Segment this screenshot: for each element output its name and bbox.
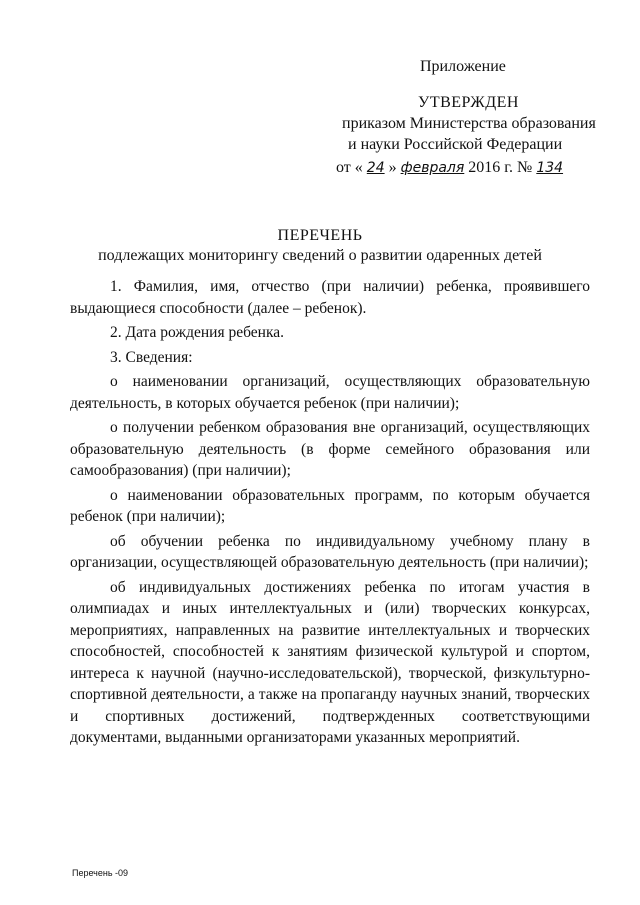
- paragraph-1: 1. Фамилия, имя, отчество (при наличии) ребенка, проявившего выдающиеся способности (далее – ребенок).: [70, 278, 590, 317]
- paragraph-2: 2. Дата рождения ребенка.: [110, 324, 284, 341]
- document-body: [70, 276, 590, 752]
- paragraph-4: о наименовании организаций, осуществляющих образовательную деятельность, в которых обучается ребенок (при наличии);: [70, 373, 590, 412]
- order-line-1: приказом Министерства образования: [342, 115, 596, 132]
- date-day: 24: [366, 160, 385, 176]
- order-number: 134: [536, 160, 564, 176]
- footer-label: Перечень -09: [72, 868, 129, 878]
- date-mid: »: [388, 159, 397, 176]
- approved-label: УТВЕРЖДЕН: [418, 94, 519, 111]
- document-title: ПЕРЕЧЕНЬ: [277, 227, 363, 244]
- paragraph-3: 3. Сведения:: [110, 348, 193, 366]
- date-prefix: от «: [336, 159, 363, 176]
- paragraph-8: об индивидуальных достижениях ребенка по итогам участия в олимпиадах и иных интеллектуальных и (или) творческих конкурсах, мероприятиях, направленных на развитие интеллектуальных и творческих способностей, способностей к занятиям физической культурой и спортом, интереса к научной (научно-исследовательской), творческой, физкультурно-спортивной деятельности, а также на пропаганду научных знаний, творческих и спортивных достижений, подтвержденных соответствующими документами, выданными организаторами указанных мероприятий.: [70, 578, 590, 746]
- paragraph-6: о наименовании образовательных программ, по которым обучается ребенок (при наличии);: [70, 486, 590, 525]
- date-year: 2016 г. №: [468, 159, 533, 176]
- approval-block: [336, 92, 596, 179]
- order-date-line: [336, 157, 596, 179]
- date-month: февраля: [400, 160, 465, 176]
- paragraph-7: об обучении ребенка по индивидуальному учебному плану в организации, осуществляющей образовательную деятельность (при наличии);: [70, 532, 590, 571]
- order-line-2: и науки Российской Федерации: [348, 136, 563, 153]
- paragraph-5: о получении ребенком образования вне организаций, осуществляющих образовательную деятельность (в форме семейного образования или самообразования) (при наличии);: [70, 419, 590, 479]
- document-subtitle: подлежащих мониторингу сведений о развитии одаренных детей: [98, 247, 542, 264]
- appendix-label: Приложение: [420, 58, 506, 75]
- title-block: [0, 226, 640, 266]
